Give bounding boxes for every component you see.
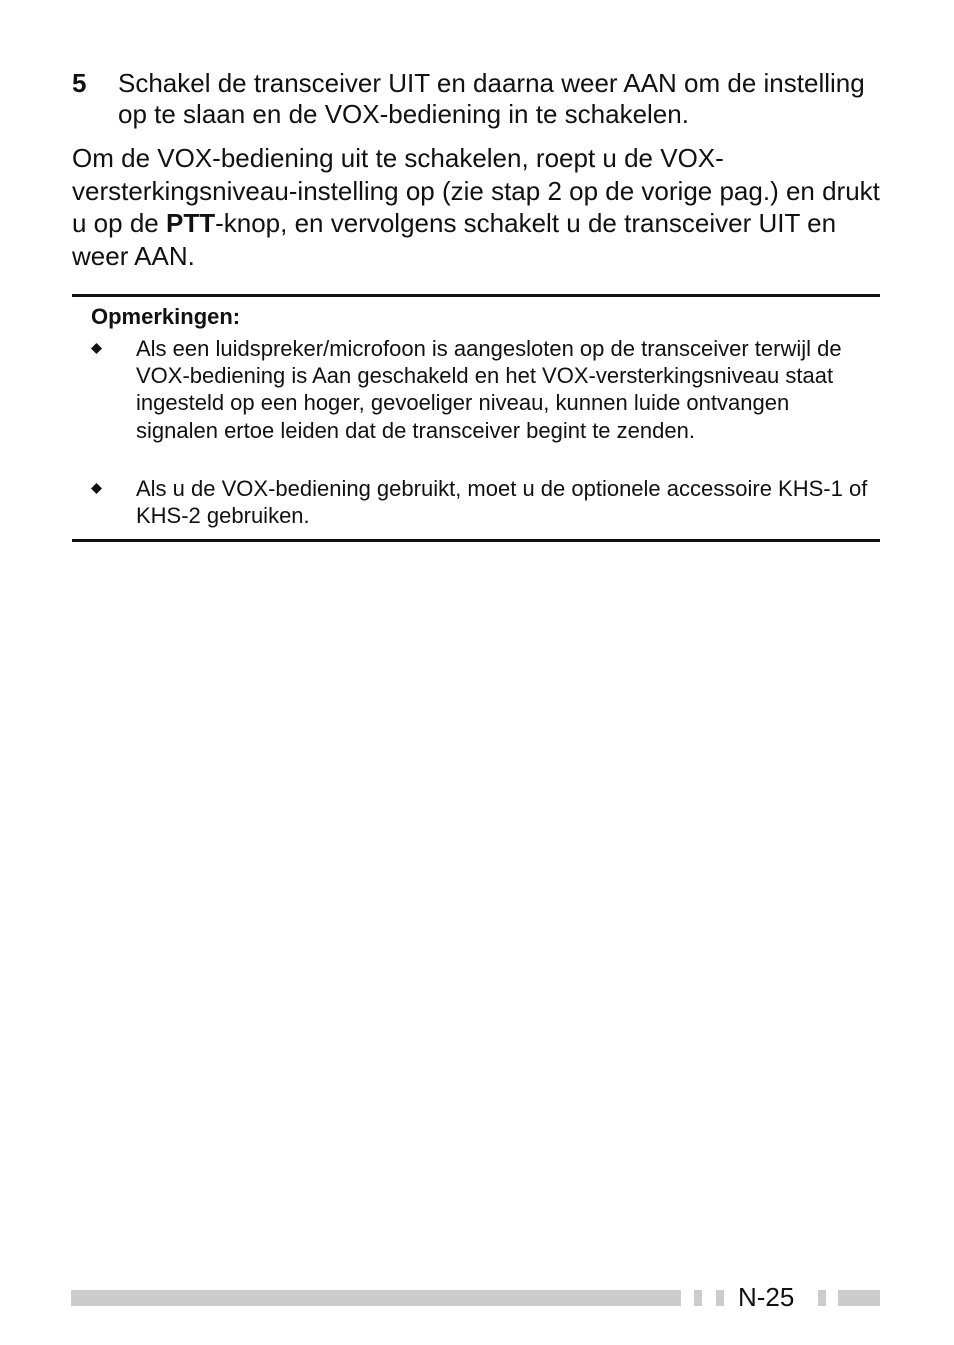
note-item — [91, 475, 871, 529]
paragraph-text-end: -knop, en vervolgens schakelt u de transceiver UIT en weer AAN. — [72, 208, 837, 271]
diamond-bullet-icon — [91, 483, 102, 494]
page-number: N-25 — [738, 1282, 795, 1312]
step-5 — [72, 68, 892, 130]
ptt-key-label: PTT — [165, 208, 216, 238]
footer-square — [694, 1290, 702, 1306]
step-text: Schakel de transceiver UIT en daarna weer AAN om de instelling op te slaan en de VOX-bediening in te schakelen. — [118, 68, 865, 129]
footer-bar-end — [838, 1290, 880, 1306]
footer-square — [818, 1290, 826, 1306]
notes-top-rule — [72, 294, 880, 297]
notes-bottom-rule — [72, 539, 880, 542]
note-text: Als u de VOX-bediening gebruikt, moet u de optionele accessoire KHS-1 of KHS-2 gebruiken. — [136, 476, 868, 529]
note-text: Als een luidspreker/microfoon is aangesloten op de transceiver terwijl de VOX-bediening is Aan geschakeld en het VOX-versterkingsniveau staat ingesteld op een hoger, gevoeliger niveau, kunnen luide ontvangen signalen ertoe leiden dat de transceiver begint te zenden. — [136, 336, 842, 443]
diamond-bullet-icon — [91, 343, 102, 354]
footer-bar — [71, 1290, 681, 1306]
footer-square — [716, 1290, 724, 1306]
notes-title: Opmerkingen: — [91, 304, 241, 329]
paragraph-text-start: Om de VOX-bediening uit te schakelen, roept u de VOX-versterkingsniveau-instelling op (zie stap 2 op de vorige pag.) en drukt u op de — [72, 143, 880, 238]
vox-disable-paragraph — [72, 142, 887, 272]
step-number: 5 — [72, 68, 87, 98]
note-item — [91, 335, 871, 444]
